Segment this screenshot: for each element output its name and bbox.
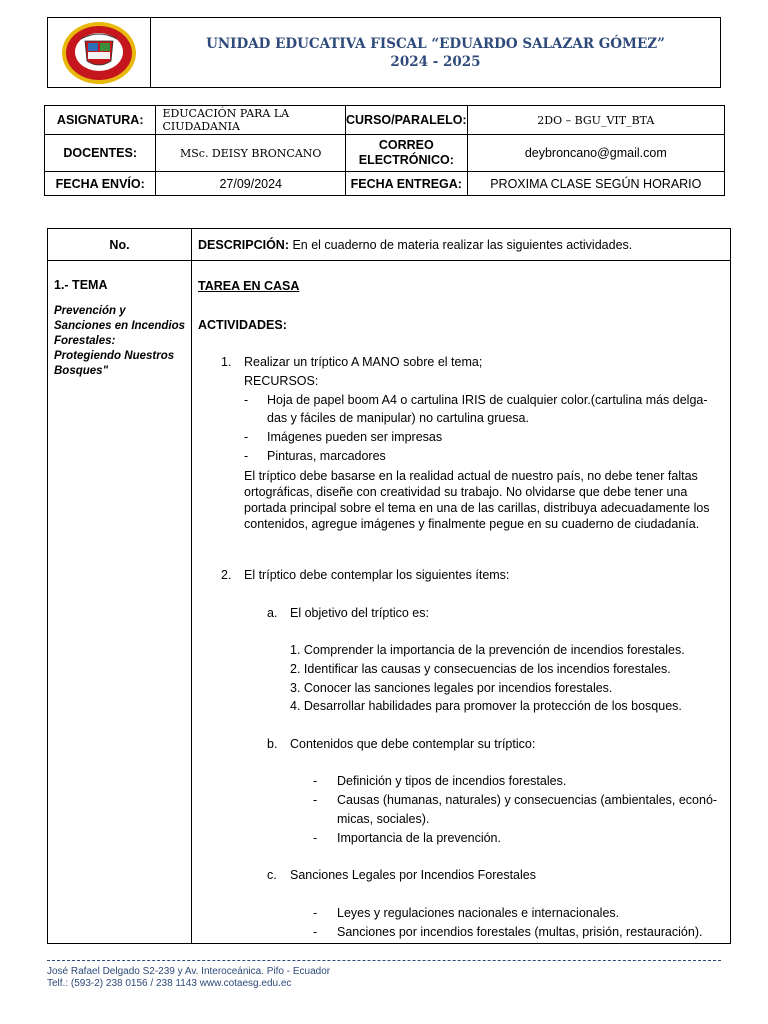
activities-table-body — [48, 261, 730, 943]
dash: - — [313, 774, 318, 788]
info-row — [45, 135, 725, 172]
asignatura-label: ASIGNATURA: — [45, 106, 156, 135]
fecha-entrega-label: FECHA ENTREGA: — [346, 172, 468, 196]
info-row — [45, 172, 725, 196]
correo-label: CORREO ELECTRÓNICO: — [346, 135, 468, 172]
item-c-text: Sanciones Legales por Incendios Forestales — [290, 868, 536, 882]
sancion-item: Leyes y regulaciones nacionales e internacionales. — [337, 906, 620, 920]
tema-label: 1.- TEMA — [54, 278, 108, 292]
item-b-letter: b. — [267, 737, 278, 751]
curso-value: 2DO – BGU_VIT_BTA — [467, 106, 724, 135]
recursos-item: Pinturas, marcadores — [267, 449, 386, 463]
fecha-envio-label: FECHA ENVÍO: — [45, 172, 156, 196]
dash: - — [313, 831, 318, 845]
objetivo-item: 4. Desarrollar habilidades para promover la protección de los bosques. — [290, 699, 682, 713]
description-cell — [192, 261, 730, 943]
footer-divider — [47, 960, 721, 961]
document-header — [47, 17, 721, 88]
logo-cell — [48, 18, 151, 87]
tarea-heading: TAREA EN CASA — [198, 279, 300, 293]
activities-table-header — [48, 229, 730, 261]
tema-title: Prevención y Sanciones en Incendios Forestales: Protegiendo Nuestros Bosques" — [54, 305, 186, 377]
dash: - — [244, 430, 249, 444]
recursos-item: das y fáciles de manipular) no cartulina gruesa. — [267, 411, 529, 425]
docentes-value: MSc. DEISY BRONCANO — [156, 135, 346, 172]
sancion-item: Sanciones por incendios forestales (multas, prisión, restauración). — [337, 925, 703, 939]
contenido-item: micas, sociales). — [337, 812, 430, 826]
dash: - — [313, 906, 318, 920]
item-2-text: El tríptico debe contemplar los siguientes ítems: — [244, 568, 510, 582]
item-b-text: Contenidos que debe contemplar su tríptico: — [290, 737, 536, 751]
item-2-number: 2. — [221, 568, 232, 582]
dash: - — [313, 925, 318, 939]
activities-table — [47, 228, 731, 944]
curso-label: CURSO/PARALELO: — [346, 106, 468, 135]
item-1-number: 1. — [221, 355, 232, 369]
info-row — [45, 106, 725, 135]
item-a-letter: a. — [267, 606, 278, 620]
no-header: No. — [48, 229, 192, 260]
asignatura-value: EDUCACIÓN PARA LA CIUDADANIA — [156, 106, 346, 135]
school-year: 2024 - 2025 — [390, 53, 481, 70]
contenido-item: Definición y tipos de incendios forestales. — [337, 774, 567, 788]
actividades-heading: ACTIVIDADES: — [198, 318, 287, 332]
objetivo-item: 3. Conocer las sanciones legales por incendios forestales. — [290, 681, 613, 695]
item-a-text: El objetivo del tríptico es: — [290, 606, 429, 620]
school-name: UNIDAD EDUCATIVA FISCAL “EDUARDO SALAZAR GÓMEZ” — [206, 35, 665, 52]
dash: - — [244, 393, 249, 407]
school-title-block — [151, 18, 720, 87]
fecha-envio-value: 27/09/2024 — [156, 172, 346, 196]
contenido-item: Importancia de la prevención. — [337, 831, 501, 845]
item-c-letter: c. — [267, 868, 277, 882]
description-text: En el cuaderno de materia realizar las siguientes actividades. — [292, 237, 633, 252]
recursos-item: Hoja de papel boom A4 o cartulina IRIS de cualquier color.(cartulina más delga- — [267, 393, 708, 407]
contenido-item: Causas (humanas, naturales) y consecuencias (ambientales, econó- — [337, 793, 718, 807]
tema-cell — [48, 261, 192, 943]
description-label: DESCRIPCIÓN: — [198, 237, 289, 252]
fecha-entrega-value: PROXIMA CLASE SEGÚN HORARIO — [467, 172, 724, 196]
instructions-paragraph: El tríptico debe basarse en la realidad actual de nuestro país, no debe tener faltas ortográficas, diseñe con creatividad su trabajo. No olvidarse que debe tener una portada principal sobre el tema en una de las carillas, distribuya adecuadamente los contenidos, agregue imágenes y finalmente pegue en su cuaderno de ciudadanía. — [244, 469, 710, 531]
footer-address: José Rafael Delgado S2-239 y Av. Interoceánica. Pifo - Ecuador — [47, 966, 331, 977]
dash: - — [313, 793, 318, 807]
correo-value: deybroncano@gmail.com — [467, 135, 724, 172]
objetivo-item: 2. Identificar las causas y consecuencias de los incendios forestales. — [290, 662, 671, 676]
docentes-label: DOCENTES: — [45, 135, 156, 172]
objetivo-item: 1. Comprender la importancia de la prevención de incendios forestales. — [290, 643, 685, 657]
item-1-text: Realizar un tríptico A MANO sobre el tema; — [244, 355, 483, 369]
description-header — [192, 229, 730, 260]
info-table — [44, 105, 725, 196]
footer-contact: Telf.: (593-2) 238 0156 / 238 1143 www.cotaesg.edu.ec — [47, 978, 292, 989]
recursos-label: RECURSOS: — [244, 374, 319, 388]
school-logo-icon — [61, 21, 137, 85]
dash: - — [244, 449, 249, 463]
recursos-item: Imágenes pueden ser impresas — [267, 430, 443, 444]
